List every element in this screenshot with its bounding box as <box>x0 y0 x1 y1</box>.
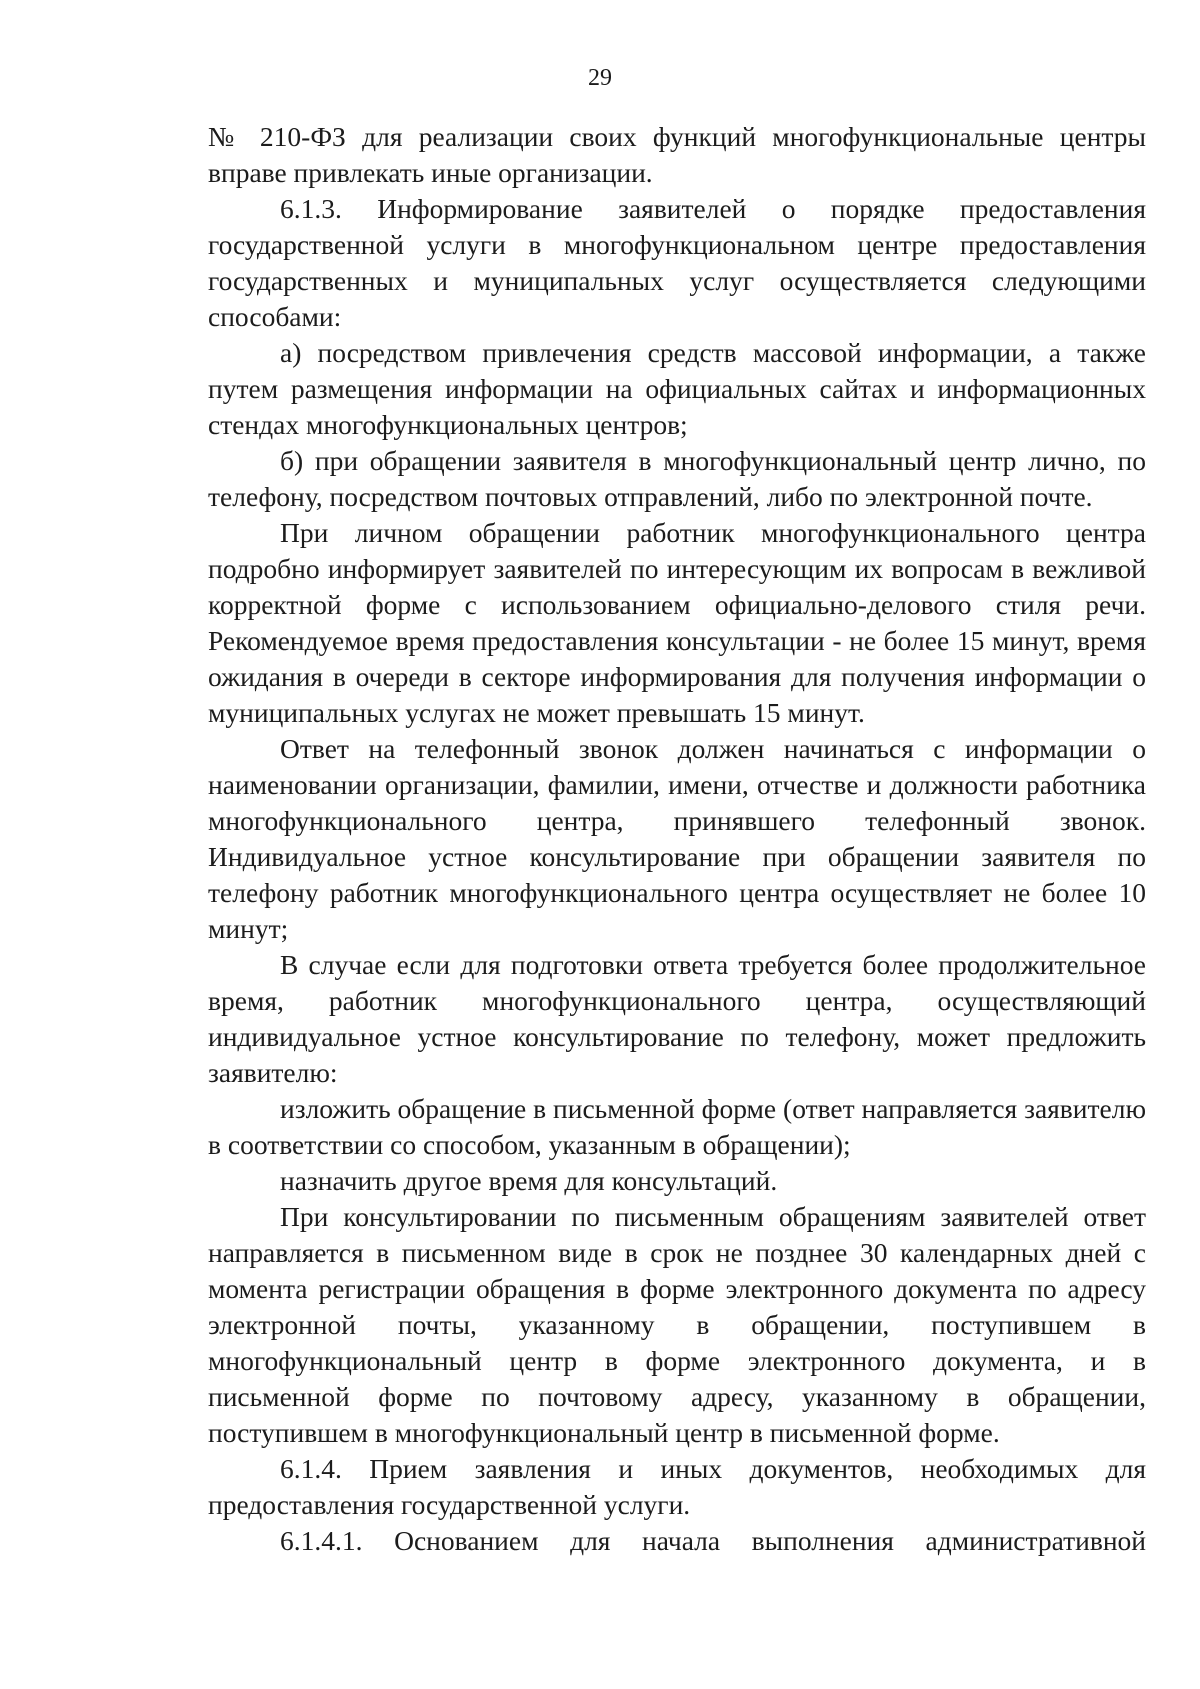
paragraph-6-1-4: 6.1.4. Прием заявления и иных документов, необходимых для предоставления государственной услуги. <box>208 1453 1146 1520</box>
paragraph-longer-time: В случае если для подготовки ответа требуется более продолжительное время, работник многофункционального центра, осуществляющий индивидуальное устное консультирование по телефону, может предложить заявителю: <box>208 949 1146 1088</box>
paragraph-written-requests: При консультировании по письменным обращениям заявителей ответ направляется в письменном виде в срок не позднее 30 календарных дней с момента регистрации обращения в форме электронного документа по адресу электронной почты, указанному в обращении, поступившем в многофункциональный центр в форме электронного документа, и в письменной форме по почтовому адресу, указанному в обращении, поступившем в многофункциональный центр в письменной форме. <box>208 1201 1146 1448</box>
paragraph-6-1-4-1: 6.1.4.1. Основанием для начала выполнения административной <box>280 1525 1146 1556</box>
paragraph-phone-call: Ответ на телефонный звонок должен начинаться с информации о наименовании организации, фамилии, имени, отчестве и должности работника многофункционального центра, принявшего телефонный звонок. Индивидуальное устное консультирование при обращении заявителя по телефону работник многофункционального центра осуществляет не более 10 минут; <box>208 733 1146 944</box>
paragraph-item-a: а) посредством привлечения средств массовой информации, а также путем размещения информации на официальных сайтах и информационных стендах многофункциональных центров; <box>208 337 1146 440</box>
page-number: 29 <box>588 65 612 91</box>
paragraph-option-reschedule: назначить другое время для консультаций. <box>280 1165 778 1196</box>
paragraph-option-written: изложить обращение в письменной форме (ответ направляется заявителю в соответствии со способом, указанным в обращении); <box>208 1093 1146 1160</box>
paragraph-6-1-3: 6.1.3. Информирование заявителей о порядке предоставления государственной услуги в многофункциональном центре предоставления государственных и муниципальных услуг осуществляется следующими способами: <box>208 193 1146 332</box>
paragraph-personal-visit: При личном обращении работник многофункционального центра подробно информирует заявителей по интересующим их вопросам в вежливой корректной форме с использованием официально-делового стиля речи. Рекомендуемое время предоставления консультации - не более 15 минут, время ожидания в очереди в секторе информирования для получения информации о муниципальных услугах не может превышать 15 минут. <box>208 517 1146 728</box>
paragraph-continuation: № 210-ФЗ для реализации своих функций многофункциональные центры вправе привлекать иные организации. <box>208 121 1146 188</box>
document-body <box>208 119 1146 1559</box>
paragraph-item-b: б) при обращении заявителя в многофункциональный центр лично, по телефону, посредством почтовых отправлений, либо по электронной почте. <box>208 445 1146 512</box>
